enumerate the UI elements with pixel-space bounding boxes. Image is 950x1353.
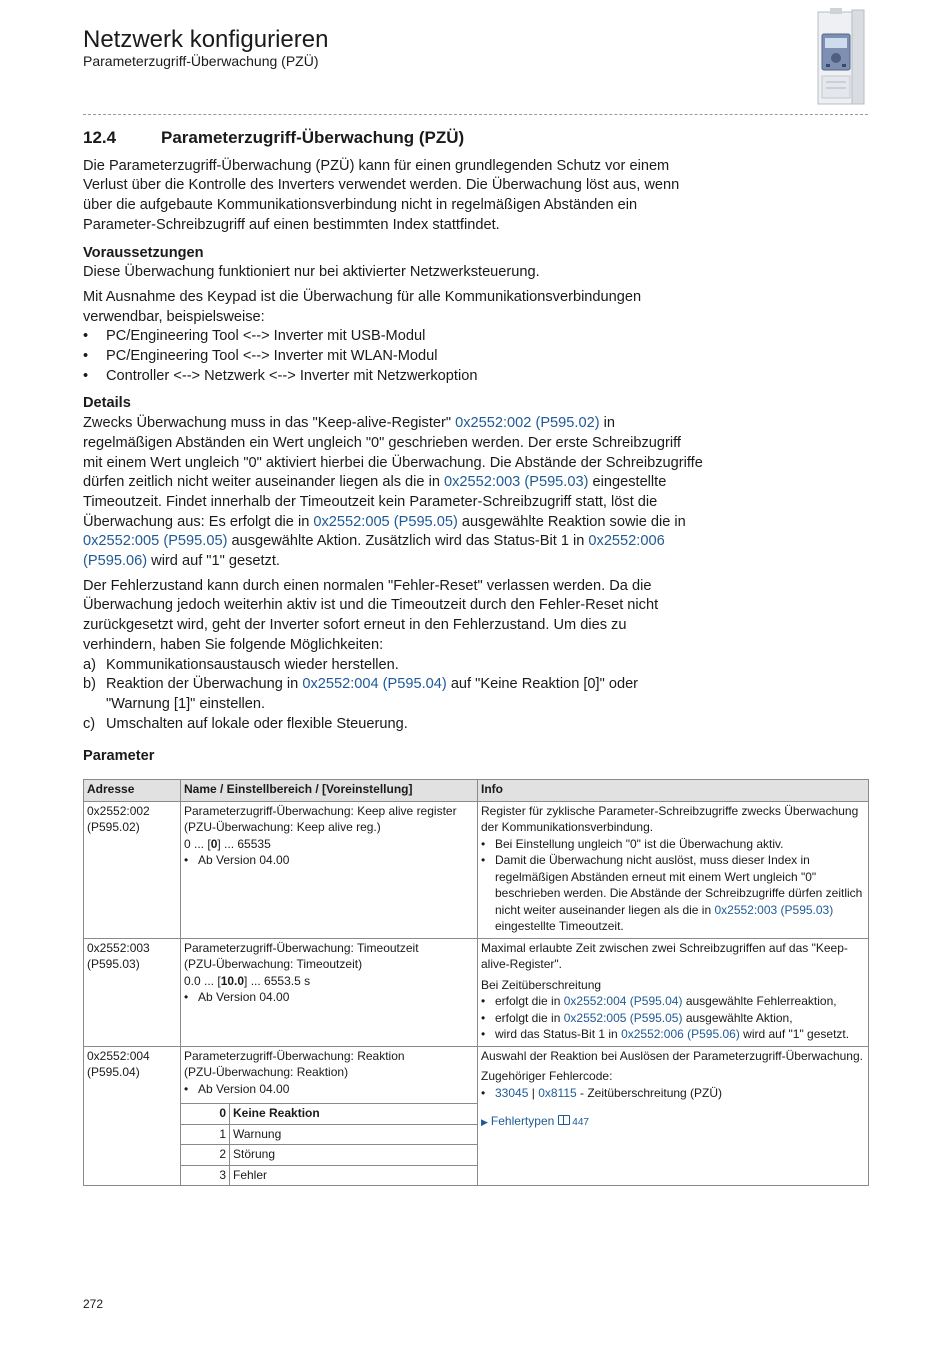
- xref-label[interactable]: Fehlertypen: [490, 1114, 555, 1128]
- param-short-name: (PZU-Überwachung: Reaktion): [184, 1065, 349, 1079]
- text-run: ausgewählte Fehlerreaktion,: [682, 994, 837, 1008]
- section-heading: [83, 128, 703, 148]
- info-text: Bei Zeitüberschreitung: [481, 977, 602, 992]
- param-link[interactable]: 0x2552:005 (P595.05): [313, 513, 458, 530]
- list-item: • Controller <--> Netzwerk <--> Inverter mit Netzwerkoption: [83, 367, 703, 387]
- option-label: Störung: [230, 1145, 478, 1166]
- text-run: auf "Keine Reaktion [0]" oder "Warnung [1]" einstellen.: [106, 676, 639, 712]
- list-item: [83, 656, 703, 676]
- text-run: eingestellte Timeoutzeit.: [495, 919, 624, 933]
- separator: |: [531, 1085, 535, 1100]
- list-item: [83, 675, 703, 714]
- param-range: [184, 836, 474, 853]
- address-code: (P595.03): [87, 957, 140, 971]
- header-subtitle: Parameterzugriff-Überwachung (PZÜ): [83, 53, 319, 69]
- option-row: [181, 1165, 477, 1185]
- address-cell: [84, 801, 181, 938]
- param-link[interactable]: 0x2552:004 (P595.04): [302, 676, 447, 693]
- text-run: wird das Status-Bit 1 in: [495, 1027, 622, 1041]
- param-name: Parameterzugriff-Überwachung: Timeoutzeit: [184, 940, 419, 955]
- param-link[interactable]: 0x2552:006 (P595.06): [621, 1027, 740, 1041]
- text-run: - Zeitüberschreitung (PZÜ): [576, 1085, 723, 1100]
- list-letter: b): [83, 676, 96, 693]
- address-value: 0x2552:004: [87, 1048, 150, 1063]
- options-table: [181, 1103, 477, 1185]
- text-run: ausgewählte Aktion. Zusätzlich wird das Status-Bit 1 in: [227, 533, 589, 550]
- version-list: [181, 1081, 477, 1098]
- list-letter: c): [83, 715, 96, 732]
- info-list: [481, 1085, 865, 1102]
- option-label: Fehler: [230, 1165, 478, 1185]
- list-item: • PC/Engineering Tool <--> Inverter mit USB-Modul: [83, 327, 703, 347]
- column-header-name: Name / Einstellbereich / [Voreinstellung]: [181, 780, 478, 802]
- text-run: Zwecks Überwachung muss in das "Keep-alive-Register": [83, 415, 456, 432]
- table-row: [84, 938, 869, 1046]
- column-header-info: Info: [478, 780, 869, 802]
- prerequisites-heading: Voraussetzungen: [83, 244, 204, 261]
- param-link[interactable]: 0x2552:002 (P595.02): [455, 415, 600, 432]
- list-item: [481, 993, 865, 1010]
- inverter-product-image: [812, 8, 868, 108]
- address-code: (P595.04): [87, 1065, 140, 1079]
- parameter-table: [83, 779, 869, 1186]
- text-run: Damit die Überwachung nicht auslöst, muss dieser Index in regelmäßigen Abständen erneut mit einem Wert ungleich "0" beschrieben werden. Die Abstände der Schreibzugriffe dürfen zeitlich nicht weiter auseinander liegen als die in: [495, 853, 863, 917]
- xref-link[interactable]: [481, 1113, 865, 1132]
- version-list: [184, 852, 474, 869]
- book-icon: [558, 1115, 570, 1125]
- info-list: [481, 993, 865, 1043]
- info-text: Maximal erlaubte Zeit zwischen zwei Schreibzugriffen auf das "Keep-alive-Register".: [481, 940, 848, 971]
- text-run: wird auf "1" gesetzt.: [739, 1027, 850, 1041]
- address-value: 0x2552:003: [87, 940, 150, 955]
- text-run: Umschalten auf lokale oder flexible Steuerung.: [106, 715, 408, 732]
- details-paragraph: [83, 414, 703, 572]
- option-value: 1: [181, 1124, 230, 1145]
- address-code: (P595.02): [87, 820, 140, 834]
- options-list: [83, 656, 703, 735]
- info-list: [481, 836, 865, 935]
- option-value: 3: [181, 1165, 230, 1185]
- header-divider: [83, 114, 868, 115]
- column-header-address: Adresse: [84, 780, 181, 802]
- name-cell: [181, 1046, 478, 1186]
- option-row: [181, 1124, 477, 1145]
- param-link[interactable]: 0x2552:006 (P595.06): [83, 533, 665, 570]
- param-link[interactable]: 0x2552:005 (P595.05): [563, 1010, 683, 1025]
- text-run: 0.0 ... [: [184, 973, 221, 988]
- table-row: [84, 1046, 869, 1186]
- option-label: Warnung: [230, 1124, 478, 1145]
- details-paragraph-2: Der Fehlerzustand kann durch einen normalen "Fehler-Reset" verlassen werden. Da die Überwachung jedoch weiterhin aktiv ist und die Timeoutzeit durch den Fehler-Reset nicht zurückgesetzt wird, geht der Inverter sofort erneut in den Fehlerzustand. Um dies zu verhindern, haben Sie folgende Möglichkeiten:: [83, 577, 659, 653]
- intro-paragraph: Die Parameterzugriff-Überwachung (PZÜ) kann für einen grundlegenden Schutz vor einem Verlust über die Kontrolle des Inverters verwendet werden. Die Überwachung löst aus, wenn über die aufgebaute Kommunikationsverbindung nicht in regelmäßigen Abständen ein Parameter-Schreibzugriff auf einen bestimmten Index stattfindet.: [83, 157, 680, 233]
- param-name: Parameterzugriff-Überwachung: Keep alive register: [184, 803, 457, 818]
- info-cell: [478, 938, 869, 1046]
- default-value: 0: [210, 836, 218, 851]
- text-run: Reaktion der Überwachung in: [106, 676, 303, 693]
- list-item: [481, 1085, 865, 1102]
- name-cell: [181, 938, 478, 1046]
- table-row: [84, 801, 869, 938]
- triangle-right-icon: ▶: [481, 1117, 488, 1127]
- default-value: 10.0: [220, 973, 245, 988]
- text-run: wird auf "1" gesetzt.: [147, 553, 280, 570]
- param-range: [184, 973, 474, 990]
- table-header-row: [84, 780, 869, 802]
- address-value: 0x2552:002: [87, 803, 150, 818]
- text-run: erfolgt die in: [495, 994, 564, 1008]
- option-value: 2: [181, 1145, 230, 1166]
- version-note: • Ab Version 04.00: [184, 1081, 477, 1098]
- version-note: • Ab Version 04.00: [184, 852, 474, 869]
- list-item: [83, 715, 703, 735]
- main-content: [83, 128, 703, 769]
- list-letter: a): [83, 656, 96, 673]
- param-link[interactable]: 0x2552:004 (P595.04): [563, 994, 683, 1008]
- parameter-heading: Parameter: [83, 748, 155, 765]
- info-cell: [478, 801, 869, 938]
- section-title: Parameterzugriff-Überwachung (PZÜ): [161, 128, 465, 147]
- param-link[interactable]: 0x2552:003 (P595.03): [714, 902, 834, 917]
- info-text: Auswahl der Reaktion bei Auslösen der Parameterzugriff-Überwachung.: [481, 1048, 863, 1063]
- list-item: [481, 1026, 865, 1043]
- prerequisites-text: Diese Überwachung funktioniert nur bei aktivierter Netzwerksteuerung.: [83, 264, 540, 281]
- address-cell: [84, 1046, 181, 1186]
- text-run: ] ... 65535: [217, 836, 271, 851]
- param-link[interactable]: 0x2552:003 (P595.03): [444, 474, 589, 491]
- param-name: Parameterzugriff-Überwachung: Reaktion: [184, 1048, 405, 1063]
- param-short-name: (PZU-Überwachung: Timeoutzeit): [184, 957, 363, 971]
- option-value: 0: [181, 1104, 230, 1125]
- error-code-link[interactable]: 33045: [495, 1085, 529, 1100]
- page-number: 272: [83, 1297, 104, 1311]
- details-heading: Details: [83, 395, 131, 412]
- text-run: in regelmäßigen Abständen ein Wert ungleich "0" geschrieben werden. Der erste Schreibzugriff mit einem Wert ungleich "0" aktiviert hierbei die Überwachung. Die Abstände der Schreibzugriffe dürfen zeitlich nicht weiter auseinander liegen als die in: [83, 415, 703, 491]
- version-list: [184, 989, 474, 1006]
- info-text: Register für zyklische Parameter-Schreibzugriffe zwecks Überwachung der Kommunikationsverbindung.: [481, 803, 859, 834]
- page-reference: 447: [572, 1117, 589, 1128]
- param-link[interactable]: 0x2552:005 (P595.05): [83, 533, 228, 550]
- text-run: ] ... 6553.5 s: [244, 973, 311, 988]
- section-number: 12.4: [83, 128, 117, 147]
- list-item: [481, 852, 865, 935]
- text-run: ausgewählte Aktion,: [682, 1010, 793, 1025]
- info-text: Zugehöriger Fehlercode:: [481, 1069, 613, 1083]
- option-label: Keine Reaktion: [230, 1104, 478, 1125]
- list-item: • PC/Engineering Tool <--> Inverter mit WLAN-Modul: [83, 347, 703, 367]
- prerequisites-text-2: Mit Ausnahme des Keypad ist die Überwachung für alle Kommunikationsverbindungen verwendbar, beispielsweise:: [83, 288, 642, 325]
- param-short-name: (PZU-Überwachung: Keep alive reg.): [184, 820, 381, 834]
- version-note: • Ab Version 04.00: [184, 989, 474, 1006]
- list-item: • Bei Einstellung ungleich "0" ist die Überwachung aktiv.: [481, 836, 865, 853]
- error-code-link[interactable]: 0x8115: [538, 1085, 577, 1100]
- option-row: [181, 1104, 477, 1125]
- address-cell: [84, 938, 181, 1046]
- text-run: 0 ... [: [184, 836, 211, 851]
- name-cell: [181, 801, 478, 938]
- text-run: erfolgt die in: [495, 1010, 564, 1025]
- info-cell: [478, 1046, 869, 1186]
- text-run: Kommunikationsaustausch wieder herstellen.: [106, 656, 399, 673]
- list-item: [481, 1010, 865, 1027]
- text-run: eingestellte Timeoutzeit. Findet innerhalb der Timeoutzeit kein Parameter-Schreibzugriff statt, löst die Überwachung aus: Es erfolgt die in: [83, 474, 667, 530]
- option-row: [181, 1145, 477, 1166]
- prerequisites-list: [83, 327, 703, 386]
- text-run: ausgewählte Reaktion sowie die in: [457, 513, 686, 530]
- header-title: Netzwerk konfigurieren: [83, 26, 329, 53]
